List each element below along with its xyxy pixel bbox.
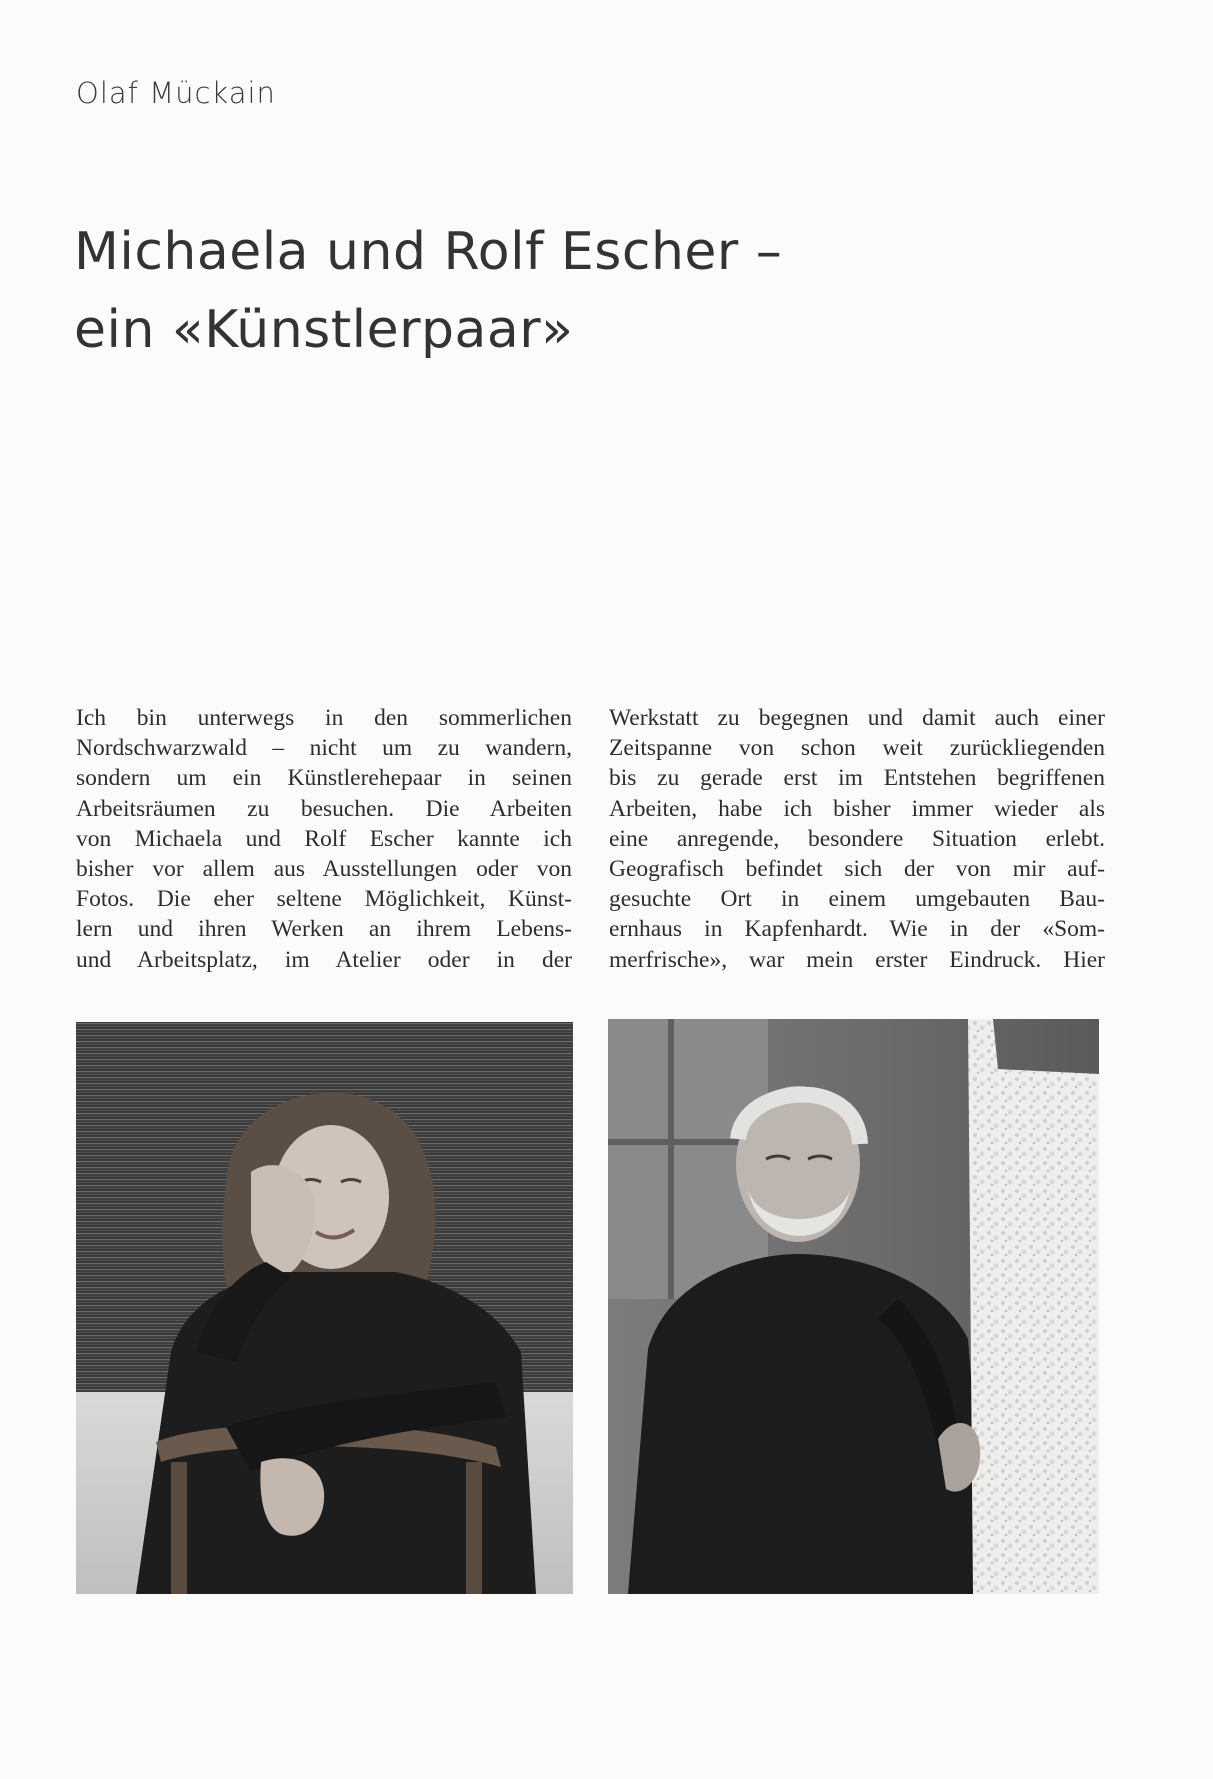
text-line: Nordschwarzwald – nicht um zu wandern, (76, 735, 572, 762)
article-title (74, 213, 782, 369)
text-line: Ich bin unterwegs in den sommerlichen (76, 705, 572, 731)
portrait-photo-michaela (76, 1022, 573, 1594)
body-column-right (609, 703, 1105, 975)
body-column-left (76, 703, 572, 975)
title-line-1: Michaela und Rolf Escher – (74, 222, 783, 282)
text-line: Arbeitsräumen zu besuchen. Die Arbeiten (76, 795, 572, 822)
text-line: bisher vor allem aus Ausstellungen oder von (76, 856, 572, 883)
text-line: gesuchte Ort in einem umgebauten Bau- (609, 886, 1105, 913)
text-line: von Michaela und Rolf Escher kannte ich (76, 825, 572, 852)
text-line: und Arbeitsplatz, im Atelier oder in der (76, 946, 572, 973)
text-line: Zeitspanne von schon weit zurückliegenden (609, 735, 1105, 762)
portrait-illustration (76, 1022, 573, 1594)
text-line: Werkstatt zu begegnen und damit auch einer (609, 705, 1105, 731)
text-line: ernhaus in Kapfenhardt. Wie in der «Som- (609, 916, 1105, 943)
title-line-2: ein «Künstlerpaar» (74, 300, 574, 360)
text-line: lern und ihren Werken an ihrem Lebens- (76, 916, 572, 943)
text-line: Fotos. Die eher seltene Möglichkeit, Künst- (76, 886, 572, 913)
text-line: Geografisch befindet sich der von mir auf- (609, 856, 1105, 883)
portrait-photo-rolf (608, 1019, 1099, 1594)
text-line: Arbeiten, habe ich bisher immer wieder als (609, 795, 1105, 822)
author-name: Olaf Mückain (76, 76, 276, 110)
text-line: merfrische», war mein erster Eindruck. Hier (609, 946, 1105, 973)
text-line: eine anregende, besondere Situation erlebt. (609, 825, 1105, 852)
portrait-illustration (608, 1019, 1099, 1594)
text-line: sondern um ein Künstlerehepaar in seinen (76, 765, 572, 792)
text-line: bis zu gerade erst im Entstehen begriffenen (609, 765, 1105, 792)
